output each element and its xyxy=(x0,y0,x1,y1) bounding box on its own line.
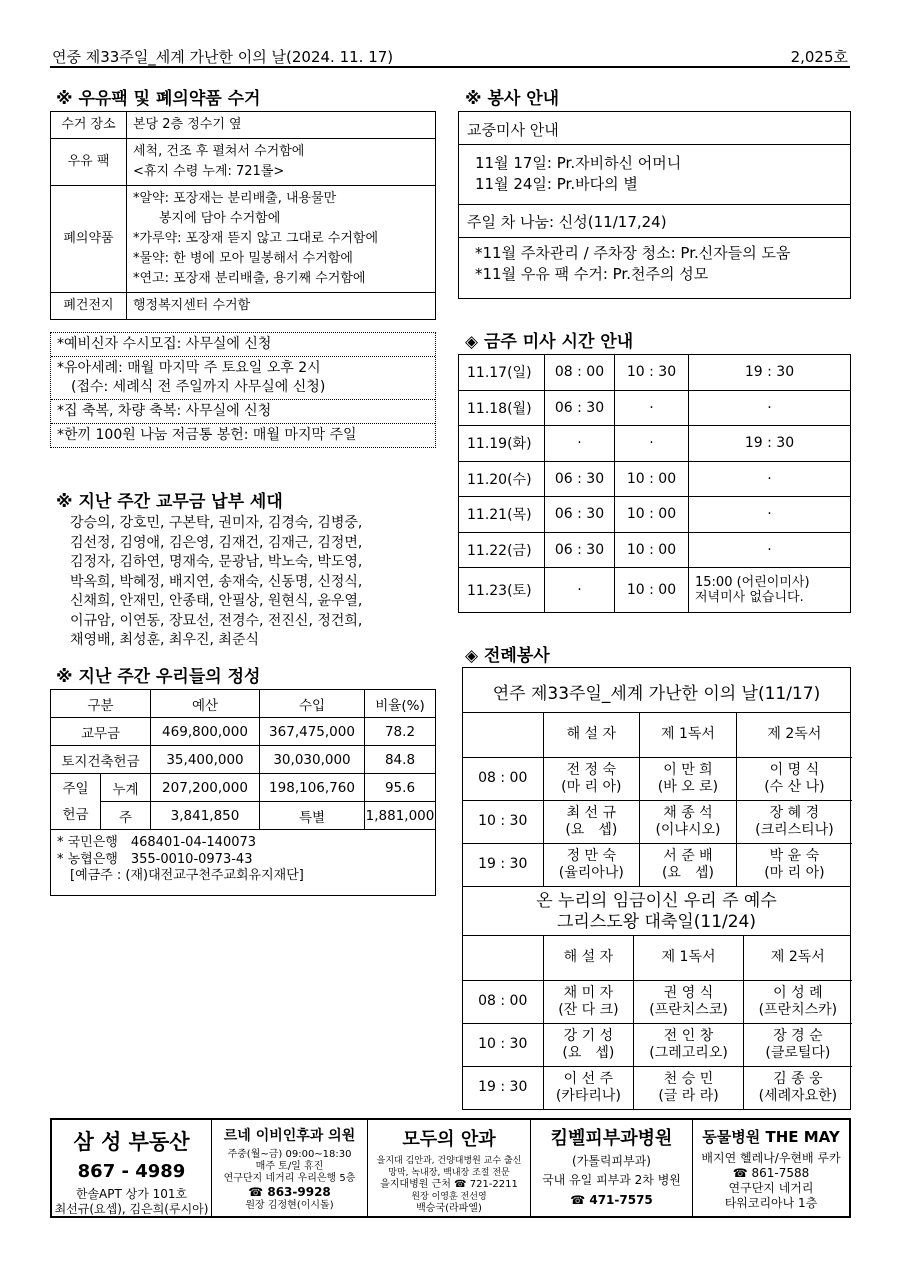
liturgy-heading: 연주 제33주일_세계 가난한 이의 날(11/17) xyxy=(463,668,850,713)
ad-line: 최선규(요셉), 김은희(루시아) xyxy=(54,1202,209,1216)
table-row xyxy=(459,461,851,497)
table-row xyxy=(463,713,852,757)
liturgy-table-2 xyxy=(463,936,852,1109)
milk-key: 수거 장소 xyxy=(51,112,127,139)
ad-line: 국내 유일 피부과 2차 병원 xyxy=(542,1173,681,1187)
cell: 김 종 웅 (세례자요한) xyxy=(743,1066,852,1109)
cell: 10 : 30 xyxy=(463,1023,543,1066)
ad-line: 타워코리아나 1층 xyxy=(724,1196,818,1210)
milk-section-title: ※ 우유팩 및 폐의약품 수거 xyxy=(56,89,261,109)
cell: 78.2 xyxy=(365,718,436,746)
cell: 06 : 30 xyxy=(545,390,615,426)
table-row xyxy=(459,497,851,533)
table-row xyxy=(51,802,436,830)
service-mass-lines xyxy=(459,145,850,205)
notice-box xyxy=(50,332,436,448)
donor-line: 채영배, 최성훈, 최우진, 최준식 xyxy=(70,632,259,648)
cell: 06 : 30 xyxy=(545,532,615,568)
ad-eye-clinic xyxy=(368,1120,531,1216)
liturgy-table-1 xyxy=(463,713,852,886)
cell: 19 : 30 xyxy=(463,843,543,886)
cell: 정 만 숙 (율리아나) xyxy=(543,843,640,886)
service-share: 주일 차 나눔: 신성(11/17,24) xyxy=(459,205,850,238)
cell: 10 : 00 xyxy=(615,461,689,497)
ad-line: (가톨릭피부과) xyxy=(572,1154,651,1168)
table-row xyxy=(463,800,852,843)
cell: 천 승 민 (글 라 라) xyxy=(634,1066,743,1109)
ad-line: 백승국(라파엘) xyxy=(416,1203,482,1214)
cell: 84.8 xyxy=(365,746,436,774)
cell: 19 : 30 xyxy=(463,1066,543,1109)
table-row xyxy=(459,426,851,462)
cell: 이 성 례 (프란치스카) xyxy=(743,980,852,1023)
cell: · xyxy=(689,532,851,568)
cell: 08 : 00 xyxy=(463,980,543,1023)
table-row xyxy=(51,112,436,139)
cell: 특별 xyxy=(260,802,365,830)
milk-line: 봉지에 담아 수거함에 xyxy=(133,211,281,226)
ad-phone: 을지대병원 근처 ☎ 721-2211 xyxy=(380,1179,518,1190)
cell: 이 명 식 (수 산 나) xyxy=(736,757,852,800)
table-row xyxy=(51,774,436,802)
header-cell: 해 설 자 xyxy=(543,936,634,980)
bank-line: [예금주 : (재)대전교구천주교회유지재단] xyxy=(57,868,304,883)
notice-line: *예비신자 수시모집: 사무실에 신청 xyxy=(51,333,435,357)
table-row xyxy=(459,568,851,613)
ad-name: 르네 이비인후과 의원 xyxy=(223,1128,356,1144)
cell: 3,841,850 xyxy=(151,802,260,830)
header-cell: 비율(%) xyxy=(365,690,436,718)
table-row xyxy=(51,690,436,718)
cell: 11.19(화) xyxy=(459,426,545,462)
cell: 서 준 배 (요 셉) xyxy=(640,843,737,886)
cell: 주 xyxy=(101,802,151,830)
cell: 토지건축헌금 xyxy=(51,746,151,774)
donor-line: 강승의, 강호민, 구본탁, 권미자, 김경숙, 김병중, xyxy=(70,515,363,531)
bank-line: * 농협은행 355-0010-0973-43 xyxy=(57,851,253,867)
table-row xyxy=(51,186,436,293)
cell: 10 : 30 xyxy=(463,800,543,843)
cell: 10 : 00 xyxy=(615,568,689,613)
cell: 11.21(목) xyxy=(459,497,545,533)
cell: 06 : 30 xyxy=(545,461,615,497)
cell xyxy=(463,713,543,757)
cell: 19 : 30 xyxy=(689,355,851,391)
offering-title: ※ 지난 주간 우리들의 정성 xyxy=(56,667,261,687)
header-cell: 제 2독서 xyxy=(736,713,852,757)
cell: 207,200,000 xyxy=(151,774,260,802)
cell: 최 선 규 (요 셉) xyxy=(543,800,640,843)
cell: · xyxy=(689,461,851,497)
cell: 누계 xyxy=(101,774,151,802)
cell: · xyxy=(545,568,615,613)
cell: 전 인 창 (그레고리오) xyxy=(634,1023,743,1066)
milk-value xyxy=(127,186,436,293)
cell: 박 윤 숙 (마 리 아) xyxy=(736,843,852,886)
table-row xyxy=(459,390,851,426)
ad-line: 원장 김정현(이시돌) xyxy=(245,1200,334,1211)
cell: 08 : 00 xyxy=(463,757,543,800)
milk-line: 행정복지센터 수거함 xyxy=(133,298,251,313)
table-row xyxy=(463,1023,852,1066)
bulletin-header xyxy=(50,44,850,68)
header-cell: 예산 xyxy=(151,690,260,718)
milk-line: *알약: 포장재는 분리배출, 내용물만 xyxy=(133,191,337,206)
donor-names xyxy=(70,514,440,651)
cell: 30,030,000 xyxy=(260,746,365,774)
issue-number: 2,025호 xyxy=(790,48,848,66)
cell: 15:00 (어린이미사) 저녁미사 없습니다. xyxy=(689,568,851,613)
milk-value xyxy=(127,139,436,186)
cell: 채 종 석 (이냐시오) xyxy=(640,800,737,843)
ad-dermatology xyxy=(531,1120,693,1216)
service-mass-label: 교중미사 안내 xyxy=(459,112,850,145)
liturgy-heading: 온 누리의 임금이신 우리 주 예수 그리스도왕 대축일(11/24) xyxy=(463,886,850,936)
cell: 367,475,000 xyxy=(260,718,365,746)
header-cell: 수입 xyxy=(260,690,365,718)
milk-line: 본당 2층 정수기 옆 xyxy=(133,117,242,132)
cell: 교무금 xyxy=(51,718,151,746)
ad-realestate xyxy=(52,1120,212,1216)
table-row xyxy=(463,980,852,1023)
service-box xyxy=(458,111,851,299)
bulletin-title: 연중 제33주일_세계 가난한 이의 날(2024. 11. 17) xyxy=(52,48,394,66)
table-row xyxy=(463,843,852,886)
sunday-offering-label xyxy=(51,774,101,830)
table-row xyxy=(463,936,852,980)
header-cell: 해 설 자 xyxy=(543,713,640,757)
milk-line: *연고: 포장재 분리배출, 용기째 수거함에 xyxy=(133,271,366,286)
cell: 08 : 00 xyxy=(545,355,615,391)
ad-phone: ☎ 861-7588 xyxy=(732,1166,810,1180)
header-cell: 제 1독서 xyxy=(640,713,737,757)
bank-accounts xyxy=(50,829,436,896)
table-row xyxy=(51,746,436,774)
service-duties xyxy=(459,238,850,290)
milk-value xyxy=(127,112,436,139)
table-row xyxy=(459,355,851,391)
cell: 1,881,000 xyxy=(365,802,436,830)
ad-ent-clinic xyxy=(212,1120,368,1216)
ad-line: 매주 토/일 휴진 xyxy=(255,1161,324,1172)
milk-value xyxy=(127,293,436,320)
ad-line: 한솔APT 상가 101호 xyxy=(75,1187,188,1201)
cell: 10 : 00 xyxy=(615,497,689,533)
cell: 198,106,760 xyxy=(260,774,365,802)
ad-footer xyxy=(50,1118,851,1218)
bank-line: * 국민은행 468401-04-140073 xyxy=(57,835,257,850)
table-row xyxy=(51,718,436,746)
ad-vet xyxy=(693,1120,849,1216)
cell: · xyxy=(689,497,851,533)
cell: 강 기 성 (요 셉) xyxy=(543,1023,634,1066)
milk-line: *물약: 한 병에 모아 밀봉해서 수거함에 xyxy=(133,251,353,266)
service-line: 11월 17일: Pr.자비하신 어머니 xyxy=(475,154,682,172)
service-line: 11월 24일: Pr.바다의 별 xyxy=(475,175,638,193)
cell: · xyxy=(689,390,851,426)
service-line: *11월 우유 팩 수거: Pr.천주의 성모 xyxy=(475,265,709,283)
table-row xyxy=(459,532,851,568)
cell: 95.6 xyxy=(365,774,436,802)
ad-name: 삼 성 부동산 xyxy=(73,1130,190,1154)
cell: 이 만 희 (바 오 로) xyxy=(640,757,737,800)
ad-phone: ☎ 863-9928 xyxy=(248,1185,331,1199)
cell: 35,400,000 xyxy=(151,746,260,774)
ad-phone: 867 - 4989 xyxy=(77,1161,186,1182)
cell: 전 정 숙 (마 리 아) xyxy=(543,757,640,800)
notice-text: *유아세례: 매월 마지막 주 토요일 오후 2시 xyxy=(57,360,321,376)
service-line: *11월 주차관리 / 주차장 청소: Pr.신자들의 도움 xyxy=(475,244,791,262)
liturgy-title: ◈ 전례봉사 xyxy=(465,646,550,666)
cell: 장 경 순 (클로틸다) xyxy=(743,1023,852,1066)
table-row xyxy=(51,293,436,320)
donor-line: 김선정, 김영애, 김은영, 김재건, 김재근, 김정면, xyxy=(70,534,363,551)
notice-line xyxy=(51,357,435,400)
ad-line: 원장 이영훈 전선영 xyxy=(411,1192,487,1202)
cell: 19 : 30 xyxy=(689,426,851,462)
cell: · xyxy=(615,426,689,462)
donor-line: 김정자, 김하연, 명재숙, 문광남, 박노숙, 박도영, xyxy=(70,554,363,570)
ad-line: 배지연 헬레나/우현배 루카 xyxy=(701,1151,841,1165)
milk-line: 세척, 건조 후 펼쳐서 수거함에 xyxy=(133,144,305,159)
milk-table xyxy=(50,111,436,320)
cell: · xyxy=(615,390,689,426)
ad-line: 망막, 녹내장, 백내장 조절 전문 xyxy=(388,1168,510,1178)
cell: 채 미 자 (잔 다 크) xyxy=(543,980,634,1023)
cell: 11.18(월) xyxy=(459,390,545,426)
cell: 11.17(일) xyxy=(459,355,545,391)
cell: 이 선 주 (카타리나) xyxy=(543,1066,634,1109)
offering-table xyxy=(50,689,436,830)
label-text: 헌금 xyxy=(62,806,89,823)
mass-times-title: ◈ 금주 미사 시간 안내 xyxy=(465,332,634,352)
liturgy-box xyxy=(462,667,851,1110)
cell: 06 : 30 xyxy=(545,497,615,533)
header-cell: 제 1독서 xyxy=(634,936,743,980)
cell: 장 혜 경 (크리스티나) xyxy=(736,800,852,843)
donors-title: ※ 지난 주간 교무금 납부 세대 xyxy=(56,492,283,512)
table-row xyxy=(463,757,852,800)
donor-line: 박옥희, 박혜정, 배지연, 송재숙, 신동명, 신정식, xyxy=(70,573,363,590)
donor-line: 신채희, 안재민, 안종태, 안필상, 원현식, 윤우열, xyxy=(70,593,363,609)
table-row xyxy=(51,139,436,186)
header-cell: 제 2독서 xyxy=(743,936,852,980)
cell: 권 영 식 (프란치스코) xyxy=(634,980,743,1023)
ad-line: 연구단지 네거리 우리은행 5층 xyxy=(223,1173,356,1184)
ad-name: 동물병원 THE MAY xyxy=(702,1128,840,1146)
milk-key: 우유 팩 xyxy=(51,139,127,186)
notice-line: *한끼 100원 나눔 저금통 봉헌: 매월 마지막 주일 xyxy=(57,427,357,443)
milk-key: 폐건전지 xyxy=(51,293,127,320)
cell xyxy=(463,936,543,980)
label-text: 주일 xyxy=(62,780,89,797)
ad-phone: ☎ 471-7575 xyxy=(570,1193,653,1207)
notice-text: (접수: 세례식 전 주일까지 사무실에 신청) xyxy=(57,379,326,395)
cell: · xyxy=(545,426,615,462)
milk-line: *가루약: 포장재 뜯지 않고 그대로 수거함에 xyxy=(133,231,379,246)
cell: 11.23(토) xyxy=(459,568,545,613)
mass-times-table xyxy=(458,354,851,613)
ad-line: 주중(월~금) 09:00~18:30 xyxy=(227,1149,352,1160)
cell: 10 : 00 xyxy=(615,532,689,568)
donor-line: 이규암, 이연동, 장묘선, 전경수, 전진신, 정건희, xyxy=(70,612,363,629)
table-row xyxy=(463,1066,852,1109)
cell: 10 : 30 xyxy=(615,355,689,391)
ad-line: 연구단지 네거리 xyxy=(728,1181,814,1195)
cell: 469,800,000 xyxy=(151,718,260,746)
notice-line: *집 축복, 차량 축복: 사무실에 신청 xyxy=(51,400,435,424)
ad-name: 모두의 안과 xyxy=(402,1129,496,1150)
service-title: ※ 봉사 안내 xyxy=(465,89,560,109)
milk-line: <휴지 수령 누계: 721롤> xyxy=(133,164,285,179)
milk-key: 폐의약품 xyxy=(51,186,127,293)
ad-line: 을지대 김안과, 건양대병원 교수 출신 xyxy=(376,1156,522,1166)
cell: 11.22(금) xyxy=(459,532,545,568)
ad-name: 킴벨피부과병원 xyxy=(550,1128,673,1149)
header-cell: 구분 xyxy=(51,690,151,718)
cell: 11.20(수) xyxy=(459,461,545,497)
